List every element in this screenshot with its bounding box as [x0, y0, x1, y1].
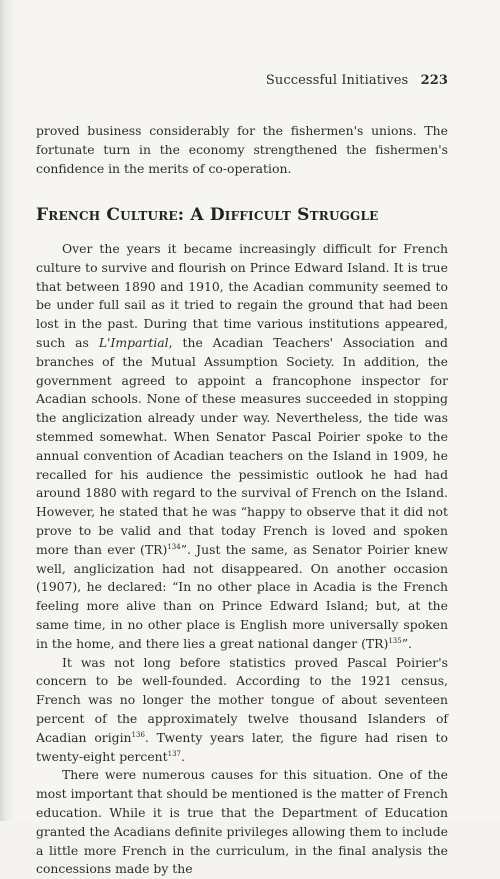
section-body [36, 240, 448, 879]
paragraph-2-part-a: It was not long before statistics proved Pascal Poirier's concern to be well-founded. According to the 1921 census, French was no longer the mother tongue of about seventeen percent of the approximately twelve thousand Islanders of Acadian origin [36, 654, 448, 745]
paragraph-1-part-c: ”. Just the same, as Senator Poirier knew well, anglicization had not disappeared. On another occasion (1907), he declared: “In no other place in Acadia is the French feeling more alive than on Prince Edward Island; but, at the same time, in no other place is English more universally spoken in the home, and there lies a great national danger (TR) [36, 541, 448, 651]
paragraph-2-part-b: . Twenty years later, the figure had risen to twenty-eight percent [36, 729, 448, 764]
paragraph-1-part-a: Over the years it became increasingly difficult for French culture to survive and flourish on Prince Edward Island. It is true that between 1890 and 1910, the Acadian community seemed to be under full sail as it tried to regain the ground that had been lost in the past. During that time various institutions appeared, such as [36, 241, 448, 350]
footnote-ref-134: 134 [167, 542, 181, 551]
page-number: 223 [420, 73, 448, 88]
paragraph-1-part-d: ”. [401, 635, 412, 651]
paragraph-1 [36, 240, 448, 654]
footnote-ref-136: 136 [131, 730, 145, 739]
running-head [266, 73, 448, 88]
newspaper-title: L'Impartial [98, 334, 169, 350]
paragraph-1-part-b: , the Acadian Teachers' Association and branches of the Mutual Assumption Society. In addition, the government agreed to appoint a francophone inspector for Acadian schools. None of these measures succeeded in stopping the anglicization already under way. Nevertheless, the tide was stemmed somewhat. When Senator Pascal Poirier spoke to the annual convention of Acadian teachers on the Island in 1909, he recalled for his audience the pessimistic outlook he had had around 1880 with regard to the survival of French on the Island. However, he stated that he was “happy to observe that it did not prove to be valid and that today French is loved and spoken more than ever (TR) [36, 334, 448, 557]
footnote-ref-137: 137 [167, 749, 181, 758]
paragraph-2-part-c: . [180, 748, 185, 764]
running-head-title: Successful Initiatives [265, 73, 409, 88]
section-heading: French Culture: A Difficult Struggle [36, 205, 379, 225]
paragraph-2 [36, 654, 448, 767]
intro-paragraph: proved business considerably for the fishermen's unions. The fortunate turn in the economy strengthened the fishermen's confidence in the merits of co-operation. [36, 123, 448, 176]
paragraph-3: There were numerous causes for this situation. One of the most important that should be mentioned is the matter of French education. While it is true that the Department of Education granted the Acadians definite privileges allowing them to include a little more French in the curriculum, in the final analysis the concessions made by the [36, 767, 448, 877]
footnote-ref-135: 135 [388, 636, 402, 645]
